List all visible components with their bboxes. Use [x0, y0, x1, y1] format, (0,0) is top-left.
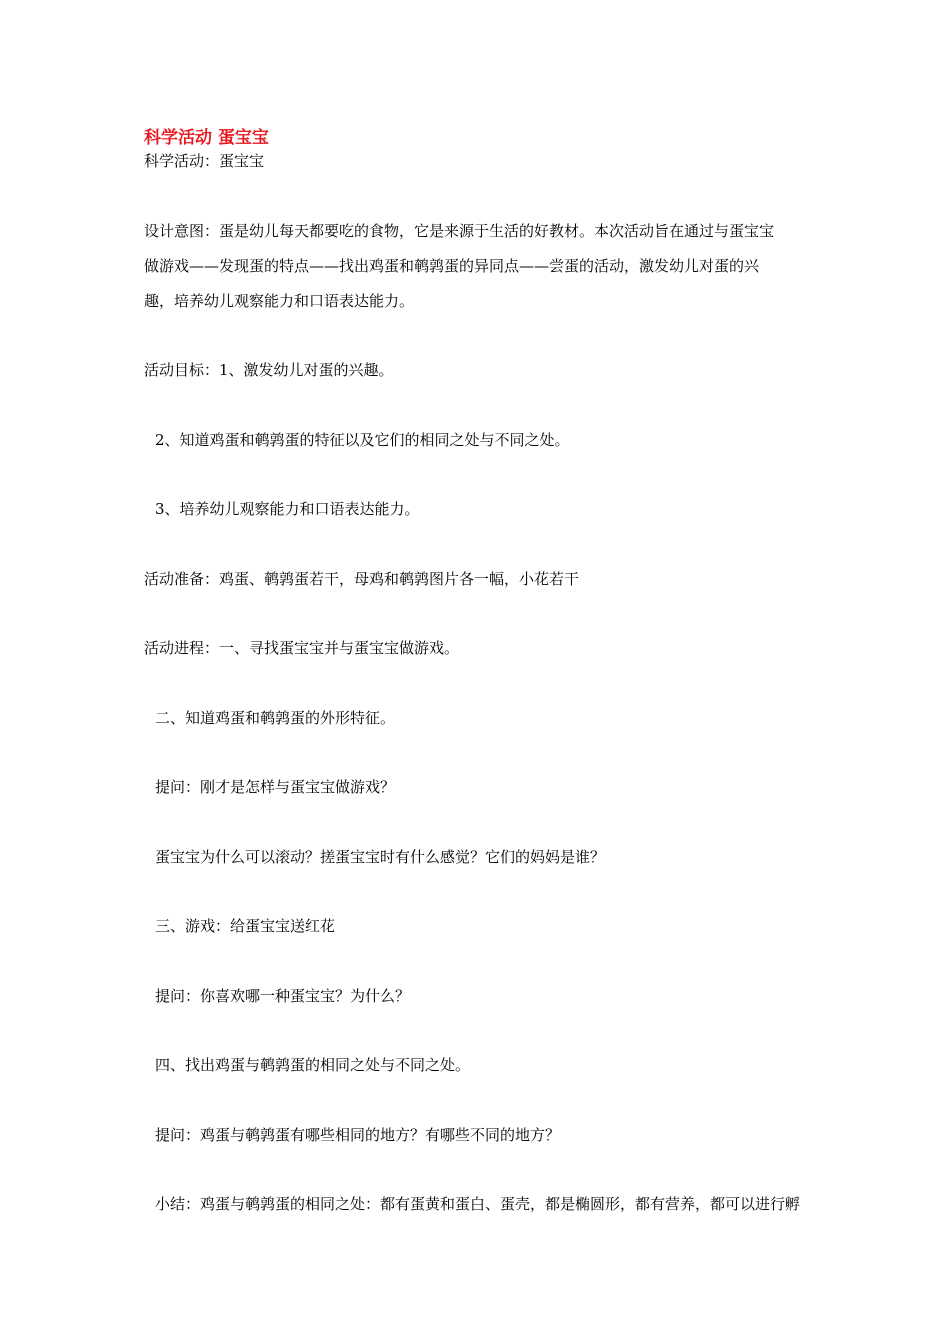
- process-step-3: 三、游戏：给蛋宝宝送红花: [155, 917, 336, 935]
- design-intent-line-2: 做游戏——发现蛋的特点——找出鸡蛋和鹌鹑蛋的异同点——尝蛋的活动，激发幼儿对蛋的兴: [144, 257, 760, 275]
- process-step-1: 活动进程：一、寻找蛋宝宝并与蛋宝宝做游戏。: [144, 639, 460, 657]
- process-question-4: 提问：鸡蛋与鹌鹑蛋有哪些相同的地方？有哪些不同的地方？: [155, 1126, 561, 1144]
- document-subtitle: 科学活动：蛋宝宝: [144, 152, 265, 170]
- goal-3: 3、培养幼儿观察能力和口语表达能力。: [155, 500, 420, 518]
- design-intent-line-1: 设计意图：蛋是幼儿每天都要吃的食物，它是来源于生活的好教材。本次活动旨在通过与蛋宝宝: [144, 222, 775, 240]
- process-step-2: 二、知道鸡蛋和鹌鹑蛋的外形特征。: [155, 709, 396, 727]
- preparation: 活动准备：鸡蛋、鹌鹑蛋若干，母鸡和鹌鹑图片各一幅，小花若干: [144, 570, 580, 588]
- document-title: 科学活动 蛋宝宝: [144, 128, 269, 148]
- process-question-1: 提问：刚才是怎样与蛋宝宝做游戏？: [155, 778, 396, 796]
- goal-1: 活动目标：1、激发幼儿对蛋的兴趣。: [144, 361, 394, 379]
- process-summary: 小结：鸡蛋与鹌鹑蛋的相同之处：都有蛋黄和蛋白、蛋壳，都是椭圆形，都有营养，都可以进行孵: [155, 1195, 801, 1213]
- process-step-4: 四、找出鸡蛋与鹌鹑蛋的相同之处与不同之处。: [155, 1056, 471, 1074]
- process-question-3: 提问：你喜欢哪一种蛋宝宝？为什么？: [155, 987, 411, 1005]
- process-question-2: 蛋宝宝为什么可以滚动？搓蛋宝宝时有什么感觉？它们的妈妈是谁？: [155, 848, 606, 866]
- design-intent-line-3: 趣，培养幼儿观察能力和口语表达能力。: [144, 292, 415, 310]
- goal-2: 2、知道鸡蛋和鹌鹑蛋的特征以及它们的相同之处与不同之处。: [155, 431, 570, 449]
